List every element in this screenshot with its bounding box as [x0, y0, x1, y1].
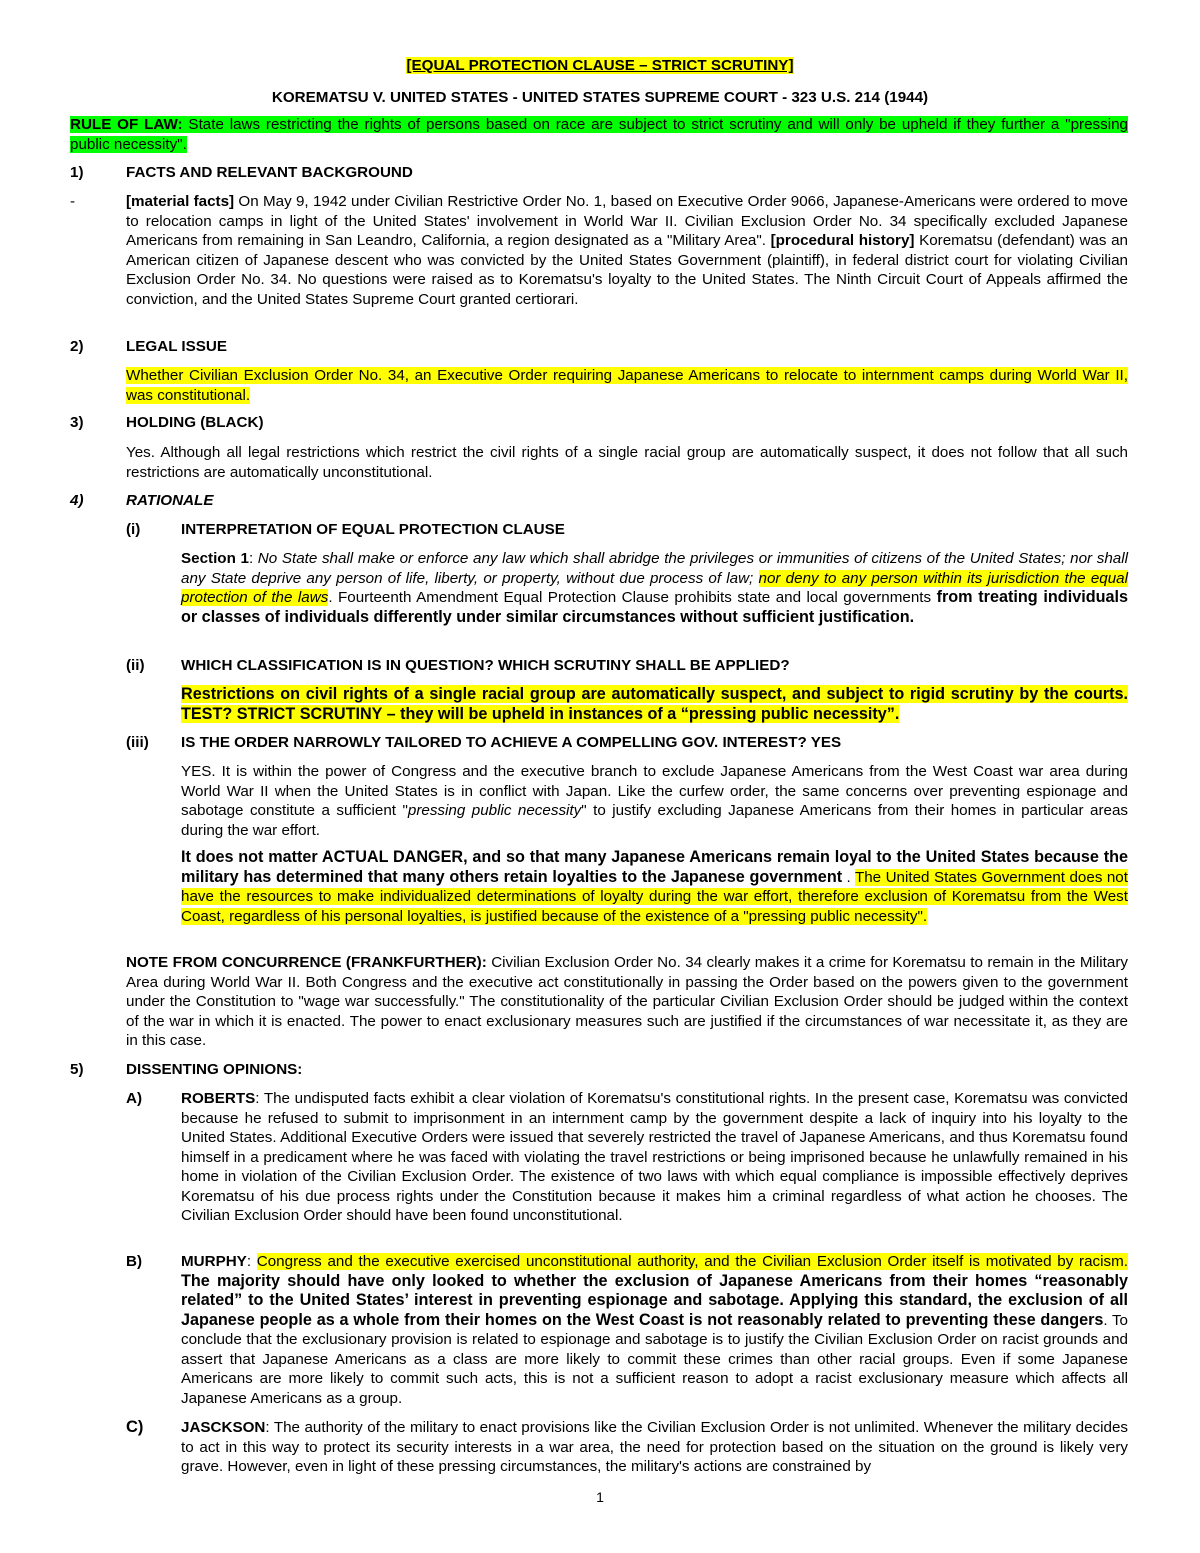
subsection-heading-i: INTERPRETATION OF EQUAL PROTECTION CLAUSE	[181, 521, 565, 538]
section-1-label: Section 1	[181, 550, 249, 567]
subsection-heading-iii: IS THE ORDER NARROWLY TAILORED TO ACHIEVE A COMPELLING GOV. INTEREST? YES	[181, 734, 842, 751]
dissent-label-c: C)	[126, 1418, 144, 1436]
rule-of-law-label: RULE OF LAW:	[70, 116, 183, 133]
section-number-issue: 2)	[70, 338, 84, 355]
section-number-dissents: 5)	[70, 1061, 84, 1078]
concurrence-note: NOTE FROM CONCURRENCE (FRANKFURTHER): Civilian Exclusion Order No. 34 clearly makes it a crime for Korematsu to remain in the Military Area during World War II. Both Congress and the executive act constitutionally in passing the Order based on the powers given to the government under the Constitution to "wage war successfully." The constitutionality of the particular Civilian Exclusion Order should be judged within the context of the war in which it is enacted. The power to enact exclusionary measures such are justified if the circumstances of war necessitate it, as they are in this case.	[126, 954, 1128, 1049]
dissent-roberts: ROBERTS: The undisputed facts exhibit a clear violation of Korematsu's constitutional rights. In the present case, Korematsu was convicted because he refused to submit to imprisonment in an internment camp by the government despite a lack of inquiry into his loyalty to the United States. Additional Executive Orders were issued that severely restricted the travel of Japanese Americans, and thus Korematsu found himself in a predicament where he was faced with violating the travel restrictions or being imprisoned because he unlawfully remained in his home in violation of the Civilian Exclusion Order. The existence of two laws with which equal compliance is impossible effectively deprives Korematsu of his due process rights under the Constitution because it makes him a criminal regardless of what action he chooses. The Civilian Exclusion Order should have been found unconstitutional.	[181, 1090, 1128, 1224]
section-heading-facts: FACTS AND RELEVANT BACKGROUND	[126, 164, 413, 181]
dissent-murphy: MURPHY: Congress and the executive exercised unconstitutional authority, and the Civilian Exclusion Order itself is motivated by racism. The majority should have only looked to whether the exclusion of Japanese Americans from their homes “reasonably related” to the United States’ interest in preventing espionage and sabotage. Applying this standard, the exclusion of all Japanese people as a whole from their homes on the West Coast is not reasonably related to preventing these dangers. To conclude that the exclusionary provision is related to espionage and sabotage is to justify the Civilian Exclusion Order on racist grounds and assert that Japanese Americans as a class are more likely to commit these crimes than other racial groups. Even if some Japanese Americans are more likely to commit such acts, this is not a sufficient reason to adopt a racist exclusionary measure which affects all Japanese Americans as a group.	[181, 1253, 1128, 1407]
page-number: 1	[596, 1489, 604, 1505]
procedural-history-label: [procedural history]	[770, 232, 915, 249]
rule-of-law-text: State laws restricting the rights of persons based on race are subject to strict scrutiny and will only be upheld if they further a "pressing public necessity".	[70, 116, 1128, 153]
actual-danger-paragraph: It does not matter ACTUAL DANGER, and so that many Japanese Americans remain loyal to the United States because the military has determined that many others retain loyalties to the Japanese government . The United States Government does not have the resources to make individualized determinations of loyalty during the war effort, therefore exclusion of Korematsu from the West Coast, regardless of his personal loyalties, is justified because of the existence of a "pressing public necessity".	[181, 848, 1128, 925]
subsection-label-ii: (ii)	[126, 657, 145, 674]
dissent-label-a: A)	[126, 1090, 143, 1107]
case-citation: KOREMATSU V. UNITED STATES - UNITED STATES SUPREME COURT - 323 U.S. 214 (1944)	[271, 89, 929, 106]
section-heading-holding: HOLDING (BLACK)	[126, 414, 264, 431]
subsection-label-iii: (iii)	[126, 734, 149, 751]
issue-paragraph: Whether Civilian Exclusion Order No. 34, an Executive Order requiring Japanese Americans to relocate to internment camps during World War II, was constitutional.	[126, 367, 1128, 404]
holding-paragraph: Yes. Although all legal restrictions which restrict the civil rights of a single racial group are automatically suspect, it does not follow that all such restrictions are automatically unconstitutional.	[126, 444, 1128, 481]
concurrence-label: NOTE FROM CONCURRENCE (FRANKFURTHER):	[126, 954, 487, 971]
subsection-label-i: (i)	[126, 521, 141, 538]
scrutiny-paragraph: Restrictions on civil rights of a single racial group are automatically suspect, and subject to rigid scrutiny by the courts. TEST? STRICT SCRUTINY – they will be upheld in instances of a “pressing public necessity”.	[181, 685, 1128, 723]
section-number-rationale: 4)	[70, 492, 84, 509]
dissent-jackson: JASCKSON: The authority of the military to enact provisions like the Civilian Exclusion Order is not unlimited. Whenever the military decides to act in this way to protect its security interests in a war area, the need for protection based on the situation on the ground is likely very grave. However, even in light of these pressing circumstances, the military's actions are constrained by	[181, 1419, 1128, 1475]
section-heading-rationale: RATIONALE	[126, 492, 214, 509]
section-number-facts: 1)	[70, 164, 84, 181]
equal-protection-paragraph: Section 1: No State shall make or enforce any law which shall abridge the privileges or immunities of citizens of the United States; nor shall any State deprive any person of life, liberty, or property, without due process of law; nor deny to any person within its jurisdiction the equal protection of the laws. Fourteenth Amendment Equal Protection Clause prohibits state and local governments from treating individuals or classes of individuals differently under similar circumstances without sufficient justification.	[181, 550, 1128, 626]
material-facts-label: [material facts]	[126, 193, 235, 210]
facts-paragraph: [material facts] On May 9, 1942 under Civilian Restrictive Order No. 1, based on Executive Order 9066, Japanese-Americans were ordered to move to relocation camps in light of the United States' involvement in World War II. Civilian Exclusion Order No. 34 specifically excluded Japanese Americans from remaining in San Leandro, California, a region designated as a "Military Area". [procedural history] Korematsu (defendant) was an American citizen of Japanese descent who was convicted by the United States Government (plaintiff), in federal district court for violating Civilian Exclusion Order No. 34. No questions were raised as to Korematsu's loyalty to the United States. The Ninth Circuit Court of Appeals affirmed the conviction, and the United States Supreme Court granted certiorari.	[126, 193, 1128, 308]
section-number-holding: 3)	[70, 414, 84, 431]
dissent-label-b: B)	[126, 1253, 143, 1270]
bullet-dash: -	[70, 193, 76, 210]
section-heading-issue: LEGAL ISSUE	[126, 338, 227, 355]
subsection-heading-ii: WHICH CLASSIFICATION IS IN QUESTION? WHICH SCRUTINY SHALL BE APPLIED?	[181, 657, 790, 674]
section-heading-dissents: DISSENTING OPINIONS:	[126, 1061, 303, 1078]
document-title: [EQUAL PROTECTION CLAUSE – STRICT SCRUTINY]	[406, 57, 794, 74]
rule-of-law	[70, 115, 1128, 154]
narrow-tailoring-paragraph: YES. It is within the power of Congress and the executive branch to exclude Japanese Americans from the West Coast war area during World War II when the United States is in conflict with Japan. Like the curfew order, the same concerns over preventing espionage and sabotage constitute a sufficient "pressing public necessity" to justify excluding Japanese Americans from their homes in particular areas during the war effort.	[181, 763, 1128, 839]
